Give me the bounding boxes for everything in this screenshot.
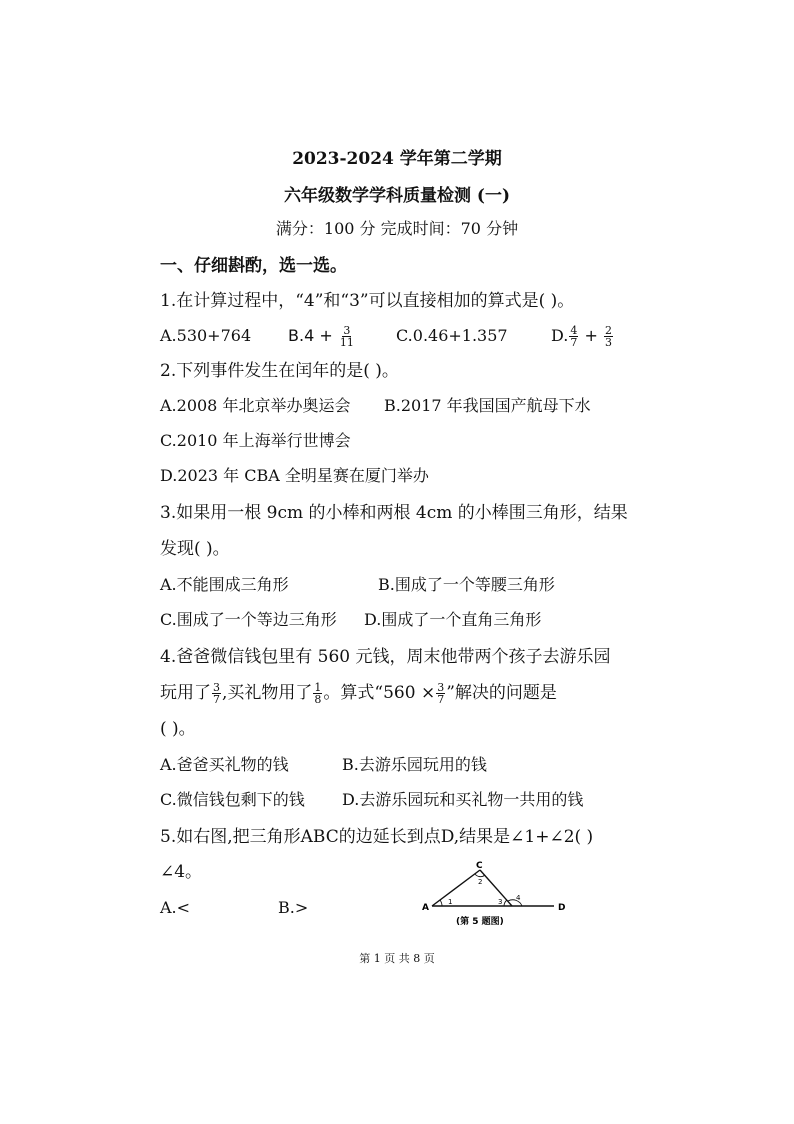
fraction-denominator: 8 bbox=[314, 693, 322, 706]
triangle-diagram bbox=[412, 860, 572, 932]
q1-option-b-prefix: B.4 + bbox=[288, 326, 333, 345]
fraction-denominator: 7 bbox=[213, 693, 220, 706]
page-footer: 第 1 页 共 8 页 bbox=[359, 952, 435, 965]
q3-option-d: D.围成了一个直角三角形 bbox=[364, 610, 542, 629]
exam-meta: 满分：100 分 完成时间：70 分钟 bbox=[275, 219, 519, 238]
q4-stem-line2 bbox=[160, 681, 557, 705]
q2-stem: 2.下列事件发生在闰年的是( )。 bbox=[160, 361, 399, 381]
angle-4-label: 4 bbox=[516, 894, 521, 902]
fraction-numerator: 1 bbox=[314, 681, 322, 694]
q1-option-b-fraction bbox=[339, 325, 355, 348]
fraction-numerator: 3 bbox=[213, 681, 220, 694]
q4-fraction-2 bbox=[313, 682, 322, 705]
q4-fraction-3 bbox=[436, 682, 445, 705]
fraction-denominator: 7 bbox=[570, 336, 578, 349]
exam-subtitle: 六年级数学学科质量检测 (一) bbox=[283, 186, 510, 206]
fraction-numerator: 3 bbox=[437, 681, 445, 694]
q4-text-4: ”解决的问题是 bbox=[446, 683, 557, 703]
q3-stem-line1: 3.如果用一根 9cm 的小棒和两根 4cm 的小棒围三角形，结果 bbox=[160, 503, 628, 523]
vertex-c-label: C bbox=[476, 861, 483, 871]
q1-option-d bbox=[551, 324, 614, 348]
q5-stem-line2: ∠4。 bbox=[160, 862, 203, 882]
angle-2-label: 2 bbox=[478, 878, 483, 886]
side-ac bbox=[432, 870, 483, 906]
q1-option-d-fraction-2 bbox=[604, 325, 613, 348]
q5-option-a: A.< bbox=[160, 898, 191, 917]
triangle-figure bbox=[412, 860, 572, 936]
q5-stem-line1: 5.如右图,把三角形ABC的边延长到点D,结果是∠1+∠2( ) bbox=[160, 827, 594, 847]
q1-option-c: C.0.46+1.357 bbox=[396, 326, 508, 345]
q4-option-d: D.去游乐园玩和买礼物一共用的钱 bbox=[342, 790, 584, 809]
q2-option-d: D.2023 年 CBA 全明星赛在厦门举办 bbox=[160, 466, 429, 485]
q1-option-b bbox=[288, 324, 356, 348]
q2-option-c: C.2010 年上海举行世博会 bbox=[160, 431, 351, 450]
q3-stem-line2: 发现( )。 bbox=[160, 539, 230, 559]
q1-option-d-fraction-1 bbox=[569, 325, 578, 348]
q4-text-2: ,买礼物用了 bbox=[222, 683, 313, 703]
angle-3-arc bbox=[504, 900, 507, 906]
point-d-label: D bbox=[558, 903, 566, 913]
q3-option-c: C.围成了一个等边三角形 bbox=[160, 610, 337, 629]
q4-stem-line3: ( )。 bbox=[160, 719, 196, 739]
fraction-numerator: 2 bbox=[604, 324, 612, 337]
q4-option-c: C.微信钱包剩下的钱 bbox=[160, 790, 305, 809]
fraction-numerator: 3 bbox=[343, 324, 351, 337]
figure-caption: (第 5 题图) bbox=[456, 917, 504, 927]
q5-option-b: B.> bbox=[278, 898, 309, 917]
fraction-numerator: 4 bbox=[570, 324, 578, 337]
q4-fraction-1 bbox=[212, 682, 221, 705]
q4-text-1: 玩用了 bbox=[160, 683, 211, 703]
fraction-denominator: 7 bbox=[437, 693, 445, 706]
q1-stem: 1.在计算过程中，“4”和“3”可以直接相加的算式是( )。 bbox=[160, 291, 575, 311]
q4-stem-line1: 4.爸爸微信钱包里有 560 元钱，周末他带两个孩子去游乐园 bbox=[160, 647, 611, 667]
vertex-a-label: A bbox=[422, 903, 429, 913]
section-heading: 一、仔细斟酌，选一选。 bbox=[160, 256, 347, 276]
q3-option-b: B.围成了一个等腰三角形 bbox=[378, 575, 555, 594]
angle-1-arc bbox=[440, 900, 442, 906]
angle-3-label: 3 bbox=[498, 898, 503, 906]
fraction-denominator: 11 bbox=[339, 336, 354, 349]
q3-option-a: A.不能围成三角形 bbox=[160, 575, 289, 594]
angle-1-label: 1 bbox=[448, 898, 453, 906]
q4-option-a: A.爸爸买礼物的钱 bbox=[160, 755, 289, 774]
plus-sign: + bbox=[584, 326, 598, 345]
exam-title: 2023-2024 学年第二学期 bbox=[292, 149, 502, 169]
q1-option-d-prefix: D. bbox=[551, 326, 569, 345]
q4-text-3: 。算式“560 × bbox=[323, 683, 436, 703]
q4-option-b: B.去游乐园玩用的钱 bbox=[342, 755, 487, 774]
q2-option-a: A.2008 年北京举办奥运会 bbox=[160, 396, 351, 415]
q1-option-a: A.530+764 bbox=[160, 326, 252, 345]
fraction-denominator: 3 bbox=[604, 336, 612, 349]
q2-option-b: B.2017 年我国国产航母下水 bbox=[384, 396, 591, 415]
